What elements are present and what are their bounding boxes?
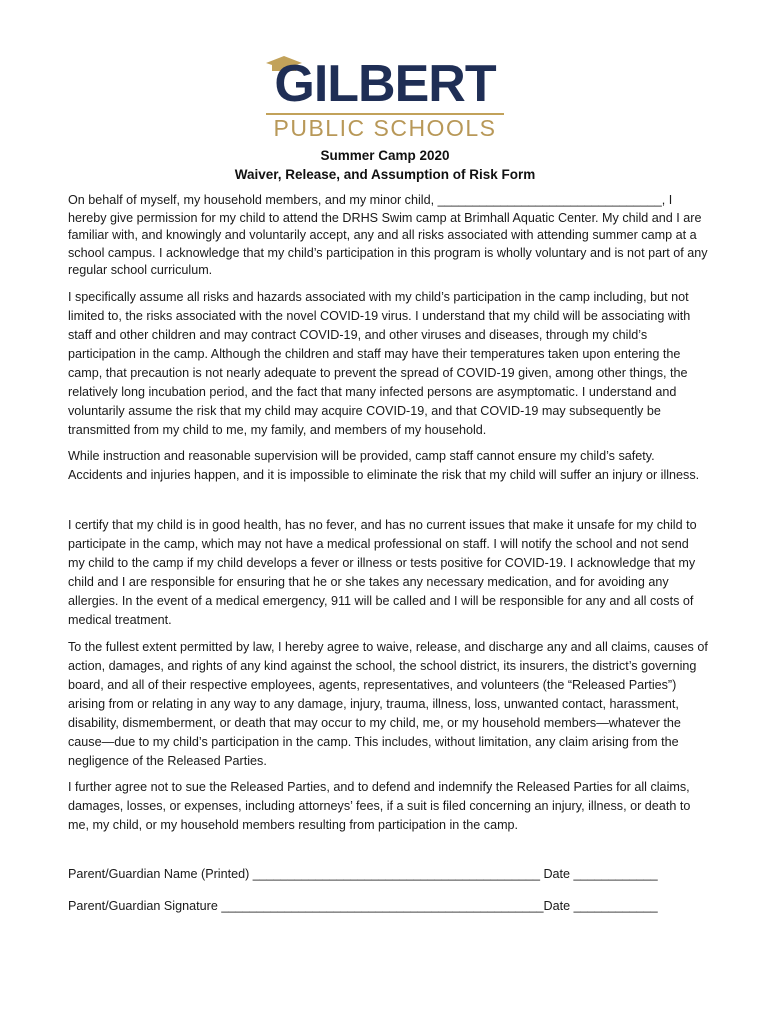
paragraph-assumption-of-risk: I specifically assume all risks and hazards associated with my child’s participation in the camp including, but not limited to, the risks associated with the novel COVID-19 virus. I understand that my child will be associating with staff and other children and may contract COVID-19, and other viruses and diseases, through my child’s participation in the camp. Although the children and staff may have their temperatures taken upon entering the camp, that precaution is not nearly adequate to prevent the spread of COVID-19 given, among other things, the relatively long incubation period, and the fact that many infected persons are asymptomatic. I understand and voluntarily assume the risk that my child may acquire COVID-19, and that COVID-19 may subsequently be transmitted from my child to me, my family, and members of my household.	[68, 290, 691, 437]
logo-subtitle: PUBLIC SCHOOLS	[273, 115, 497, 141]
document-title-block	[0, 146, 770, 184]
document-title: Summer Camp 2020	[320, 148, 450, 163]
gilbert-public-schools-logo	[262, 50, 508, 140]
logo-wordmark: GILBERT	[274, 55, 496, 113]
paragraph-supervision: While instruction and reasonable supervision will be provided, camp staff cannot ensure my child’s safety. Accidents and injuries happen, and it is impossible to eliminate the risk that my child will suffer an injury or illness.	[68, 449, 700, 482]
paragraph-indemnification: I further agree not to sue the Released Parties, and to defend and indemnify the Released Parties for all claims, damages, losses, or expenses, including attorneys’ fees, if a suit is filed concerning an injury, illness, or death to me, my child, or my household members resulting from participation in the camp.	[68, 780, 691, 832]
document-subtitle: Waiver, Release, and Assumption of Risk Form	[234, 167, 536, 182]
paragraph-waiver-release: To the fullest extent permitted by law, I hereby agree to waive, release, and discharge any and all claims, causes of action, damages, and rights of any kind against the school, the school district, its insurers, the district’s governing board, and all of their respective employees, agents, representatives, and volunteers (the “Released Parties”) arising from or relating in any way to any damage, injury, trauma, illness, loss, unwanted contact, harassment, disability, dismemberment, or death that may occur to my child, me, or my household members—whatever the cause—due to my child’s participation in the camp. This includes, without limitation, any claim arising from the negligence of the Released Parties.	[68, 640, 708, 768]
paragraph-health-certification: I certify that my child is in good health, has no fever, and has no current issues that make it unsafe for my child to participate in the camp, which may not have a medical professional on staff. I will notify the school and not send my child to the camp if my child develops a fever or illness or tests positive for COVID-19. I acknowledge that my child and I are responsible for ensuring that he or she takes any necessary medication, and for avoiding any allergies. In the event of a medical emergency, 911 will be called and I will be responsible for any and all costs of medical treatment.	[68, 518, 697, 627]
parent-name-date-line: Parent/Guardian Name (Printed) _________________________________________ Date ____________	[68, 867, 658, 881]
parent-signature-date-line: Parent/Guardian Signature ______________________________________________Date ____________	[68, 899, 658, 913]
paragraph-permission: On behalf of myself, my household members, and my minor child, ________________________________, I hereby give permission for my child to attend the DRHS Swim camp at Brimhall Aquatic Center. My child and I are familiar with, and knowingly and voluntarily accept, any and all risks associated with attending summer camp at a school campus. I acknowledge that my child’s participation in this program is wholly voluntary and is not part of any regular school curriculum.	[68, 193, 708, 277]
